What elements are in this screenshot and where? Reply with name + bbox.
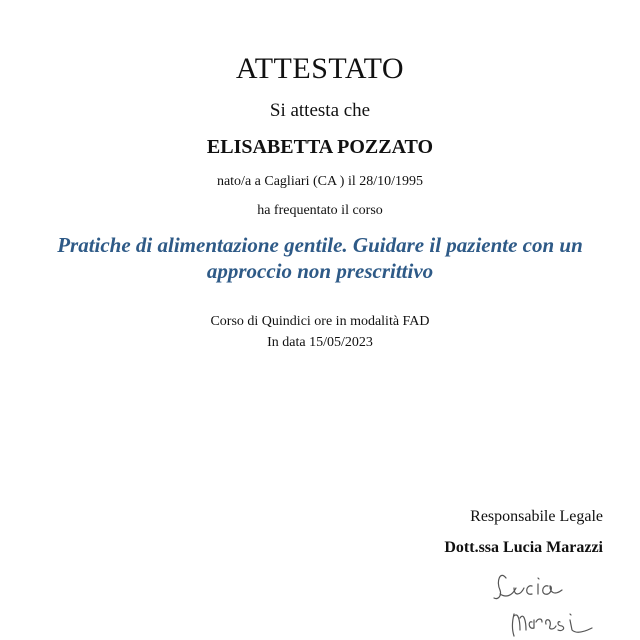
certificate-title: ATTESTATO [235,52,405,85]
attended-text: ha frequentato il corso [257,203,383,218]
course-title [0,232,640,284]
course-title-line-1: Pratiche di alimentazione gentile. Guidare il paziente con un [57,233,583,257]
course-hours: Corso di Quindici ore in modalità FAD [210,314,430,329]
recipient-name: ELISABETTA POZZATO [206,136,434,158]
signer-name: Dott.ssa Lucia Marazzi [444,539,603,556]
intro-text: Si attesta che [269,100,371,121]
birth-info: nato/a a Cagliari (CA ) il 28/10/1995 [216,174,424,189]
signer-role: Responsabile Legale [470,508,603,525]
course-title-line-2: approccio non prescrittivo [206,259,434,283]
course-date: In data 15/05/2023 [267,335,373,350]
handwritten-signature [492,568,602,638]
